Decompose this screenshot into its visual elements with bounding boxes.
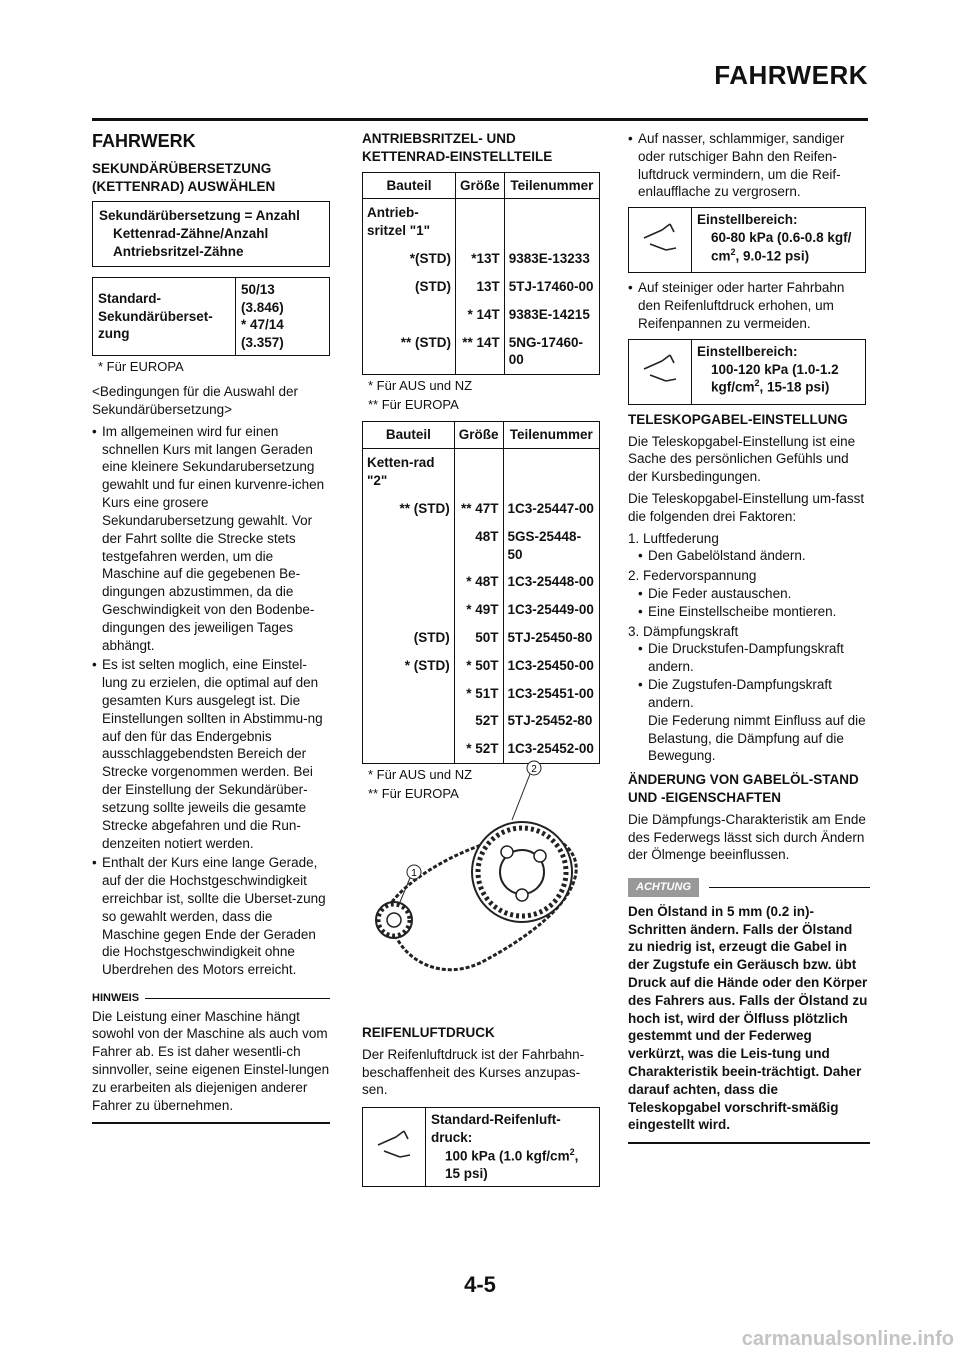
spec-value <box>697 229 860 265</box>
size-cell: ** 14T <box>455 329 504 375</box>
col-header-partnumber: Teilenummer <box>503 422 599 449</box>
ratio-label: Standard-Sekundärüberset-zung <box>93 277 236 355</box>
oil-title: ÄNDERUNG VON GABELÖL-STAND UND -EIGENSCHAFTEN <box>628 772 859 805</box>
factor-label: 2. Federvorspannung <box>628 568 757 584</box>
column-left <box>92 130 330 1124</box>
wrench-icon-cell <box>363 1108 426 1187</box>
spec-value <box>697 361 860 397</box>
diagram-svg <box>362 752 602 1002</box>
table-row <box>363 273 600 301</box>
tire-spec-value-a: 100 kPa (1.0 kgf/cm <box>445 1148 570 1164</box>
std-cell: (STD) <box>363 624 455 652</box>
fork-text-2: Die Teleskopgabel-Einstellung um-fasst die folgenden drei Faktoren: <box>628 490 865 524</box>
list-item <box>628 567 870 620</box>
formula-box <box>92 201 330 266</box>
callout-1-label: 1 <box>411 868 417 879</box>
spec-value-b: , 15-18 psi) <box>759 379 830 395</box>
size-cell <box>454 449 503 495</box>
tire-title: REIFENLUFTDRUCK <box>362 1025 495 1040</box>
partnumber-cell <box>504 199 599 245</box>
col-header-size: Größe <box>454 422 503 449</box>
factor-list <box>628 530 870 766</box>
list-item: • Es ist selten moglich, eine Einstel-lung zu erzielen, die optimal auf den gesamten Kurs ausgelegt ist. Die Einstellungen sollten in Abstimmu-ng auf den für das Endergebnis ausschlaggebendsten Bereich der Strecke vorgenommen werden. Bei der Einstellung der Sekundärüber-setzung sollte jeweils die gesamte Strecke abgefahren und die Run-denzeiten notiert werden. <box>92 656 330 852</box>
formula-cell <box>93 202 330 266</box>
size-cell: 52T <box>454 707 503 735</box>
tire-spec-value <box>431 1147 594 1183</box>
size-cell: ** 47T <box>454 495 503 523</box>
section-title: FAHRWERK <box>92 131 196 151</box>
wrench-icon-cell <box>629 208 692 273</box>
list-item <box>628 623 870 766</box>
conditions-heading: <Bedingungen für die Auswahl der Sekundärübersetzung> <box>92 384 299 418</box>
table-row <box>363 680 600 708</box>
size-cell: * 48T <box>454 568 503 596</box>
col-header-partnumber: Teilenummer <box>504 172 599 199</box>
spec-cell <box>692 339 866 404</box>
sprocket-note-1: * Für AUS und NZ <box>368 378 473 394</box>
drive-sprocket-hub <box>387 913 401 927</box>
chainwheel-table <box>362 421 600 764</box>
hub-hole <box>501 846 513 858</box>
size-cell: * 14T <box>455 301 504 329</box>
list-item: • Den Gabelölstand ändern. <box>638 547 870 565</box>
wrench-icon <box>374 1127 414 1163</box>
ratio-value-1: 50/13 <box>241 281 275 297</box>
fork-text-1: Die Teleskopgabel-Einstellung ist eine Sache des persönlichen Gefühls und der Kursbedingungen. <box>628 433 856 485</box>
wrench-icon-cell <box>629 339 692 404</box>
watermark: carmanualsonline.info <box>741 1327 954 1350</box>
table-row <box>363 707 600 735</box>
partnumber-cell: 9383E-14215 <box>504 301 599 329</box>
tire-spec-table <box>362 1107 600 1187</box>
hub-hole <box>534 850 546 862</box>
achtung-header <box>628 878 870 897</box>
std-cell: ** (STD) <box>363 495 455 523</box>
superscript: 2 <box>730 246 736 257</box>
hinweis-end-rule <box>92 1122 330 1124</box>
superscript: 2 <box>754 378 760 389</box>
part-name: Antrieb-sritzel "1" <box>363 199 456 245</box>
size-cell: 13T <box>455 273 504 301</box>
partnumber-cell <box>503 449 599 495</box>
page-number: 4-5 <box>464 1272 496 1297</box>
col-header-size: Größe <box>455 172 504 199</box>
spec-table-hard <box>628 339 866 405</box>
warning-end-rule <box>628 1142 870 1144</box>
oil-text: Die Dämpfungs-Charakteristik am Ende des Federwegs lässt sich durch Ändern der Ölmenge beeinflussen. <box>628 811 866 863</box>
std-cell <box>363 596 455 624</box>
sprocket-note-2: ** Für EUROPA <box>368 397 459 413</box>
std-cell: ** (STD) <box>363 329 456 375</box>
tire-spec-cell <box>426 1108 600 1187</box>
col-header-part: Bauteil <box>363 172 456 199</box>
std-cell: * (STD) <box>363 652 455 680</box>
partnumber-cell: 5TJ-25452-80 <box>503 707 599 735</box>
table-row <box>363 568 600 596</box>
col-header-part: Bauteil <box>363 422 455 449</box>
hinweis-header <box>92 991 330 1006</box>
size-cell <box>455 199 504 245</box>
warning-text: Den Ölstand in 5 mm (0.2 in)-Schritten ändern. Falls der Ölstand zu niedrig ist, erzeugt die Gabel in der Zugstufe ein Geräusch bzw. übt Druck auf die Hände oder den Körper des Fahrers aus. Falls der Ölstand zu hoch ist, wird der Ölfluss plötzlich gestemmt und der Federweg verkürzt, was die Leis-tung und Charakteristik beein-trächtigt. Daher darauf achten, dass die Teleskopgabel vorschrift-smäßig eingestellt wird. <box>628 903 868 1133</box>
table-row <box>363 495 600 523</box>
list-item: • Die Zugstufen-Dampfungskraft andern. <box>638 676 870 712</box>
partnumber-cell: 1C3-25450-00 <box>503 652 599 680</box>
partnumber-cell: 1C3-25449-00 <box>503 596 599 624</box>
hinweis-label: HINWEIS <box>92 992 140 1005</box>
partnumber-cell: 1C3-25447-00 <box>503 495 599 523</box>
size-cell: * 49T <box>454 596 503 624</box>
wrench-icon <box>640 220 680 256</box>
list-item <box>628 530 870 566</box>
achtung-rule <box>709 887 870 889</box>
spec-table-wet <box>628 207 866 273</box>
header-rule <box>92 118 868 121</box>
wet-bullet-list <box>628 130 870 201</box>
hinweis-rule <box>145 998 330 1000</box>
parts-title: ANTRIEBSRITZEL- UND KETTENRAD-EINSTELLTEILE <box>362 131 553 164</box>
ratio-note: * Für EUROPA <box>98 359 184 375</box>
list-item: • Die Druckstufen-Dampfungskraft andern. <box>638 640 870 676</box>
ratio-values <box>236 277 330 355</box>
spec-label: Einstellbereich: <box>697 212 798 228</box>
spec-value-a: 60-80 kPa (0.6-0.8 kgf/ cm <box>711 230 852 264</box>
spec-value-a: 100-120 kPa (1.0-1.2 kgf/cm <box>711 361 839 395</box>
subsection-title: SEKUNDÄRÜBERSETZUNG (KETTENRAD) AUSWÄHLEN <box>92 160 276 194</box>
size-cell: 48T <box>454 523 503 569</box>
size-cell: 50T <box>454 624 503 652</box>
std-cell: *(STD) <box>363 245 456 273</box>
std-cell <box>363 568 455 596</box>
hard-bullet-list <box>628 279 870 332</box>
list-item: • Die Feder austauschen. <box>638 585 870 603</box>
tire-section <box>362 1024 600 1187</box>
callout-2-label: 2 <box>531 764 537 775</box>
factor-label: 1. Luftfederung <box>628 530 719 546</box>
list-item: • Auf nasser, schlammiger, sandiger oder rutschiger Bahn den Reifen-luftdruck vermindern, um die Reif-enlaufflache zu vergrosern. <box>628 130 870 201</box>
partnumber-cell: 1C3-25452-00 <box>503 735 599 763</box>
sprocket-table <box>362 172 600 376</box>
damping-note: Die Federung nimmt Einfluss auf die Belastung, die Dämpfung auf die Bewegung. <box>648 712 866 764</box>
achtung-label: ACHTUNG <box>628 878 699 897</box>
conditions-list <box>92 423 330 979</box>
wrench-icon <box>640 351 680 387</box>
partnumber-cell: 1C3-25451-00 <box>503 680 599 708</box>
formula-line-3: Antriebsritzel-Zähne <box>113 244 244 259</box>
sprocket-chain-diagram <box>362 752 602 1002</box>
formula-line-1: Sekundärübersetzung = Anzahl <box>99 208 300 224</box>
list-item: • Eine Einstellscheibe montieren. <box>638 603 870 621</box>
partnumber-cell: 1C3-25448-00 <box>503 568 599 596</box>
partnumber-cell: 5TJ-17460-00 <box>504 273 599 301</box>
std-cell <box>363 707 455 735</box>
std-cell <box>363 523 455 569</box>
size-cell: *13T <box>455 245 504 273</box>
size-cell: * 51T <box>454 680 503 708</box>
size-cell: * 52T <box>454 735 503 763</box>
spec-cell <box>692 208 866 273</box>
table-row <box>363 245 600 273</box>
ratio-value-2: (3.846) <box>241 299 284 315</box>
fork-title: TELESKOPGABEL-EINSTELLUNG <box>628 411 848 427</box>
list-item: • Enthalt der Kurs eine lange Gerade, auf der die Hochstgeschwindigkeit erreichbar ist, sollte die Uberset-zung so gewahlt werden, dass die Maschine gegen Ende der Geraden die Hochstgeschwindigkeit ohne Uberdrehen des Motors erreicht. <box>92 854 330 979</box>
table-row <box>363 624 600 652</box>
partnumber-cell: 9383E-13233 <box>504 245 599 273</box>
chainwheel-note-2: ** Für EUROPA <box>368 786 459 802</box>
hub-hole <box>516 889 528 901</box>
tire-spec-value-b: , 15 psi) <box>445 1148 579 1182</box>
part-name: Ketten-rad "2" <box>363 449 455 495</box>
table-row <box>363 652 600 680</box>
table-row <box>363 596 600 624</box>
tire-text: Der Reifenluftdruck ist der Fahrbahn-beschaffenheit des Kurses anzupas-sen. <box>362 1046 585 1098</box>
column-middle <box>362 130 600 810</box>
hinweis-text: Die Leistung einer Maschine hängt sowohl von der Maschine als auch vom Fahrer ab. Es ist daher wesentli-ch sinnvoller, seine eigenen Einstel-lungen zu erarbeiten als diejenigen anderer Fahrer zu übernehmen. <box>92 1008 330 1113</box>
formula-line-2: Kettenrad-Zähne/Anzahl <box>113 226 269 242</box>
spec-value-b: , 9.0-12 psi) <box>735 248 810 264</box>
list-item: • Im allgemeinen wird fur einen schnellen Kurs mit langen Geraden eine kleinere Sekundarubersetzung gewahlt und fur einen kurvenre-ichen Kurs eine grosere Sekundarubersetzung gewahlt. Vor der Fahrt sollte die Strecke stets testgefahren werden, um die Maschine auf die gegebenen Be-dingungen abzustimmen, da die Geschwindigkeit von den Bodenbe-dingungen des jeweiligen Tages abhängt. <box>92 423 330 655</box>
partnumber-cell: 5GS-25448-50 <box>503 523 599 569</box>
column-right <box>628 130 870 1144</box>
partnumber-cell: 5NG-17460-00 <box>504 329 599 375</box>
ratio-value-3: * 47/14 <box>241 317 284 333</box>
ratio-table <box>92 277 330 356</box>
ratio-value-4: (3.357) <box>241 335 284 351</box>
std-cell <box>363 680 455 708</box>
chainwheel-note-1: * Für AUS und NZ <box>368 767 473 782</box>
size-cell: * 50T <box>454 652 503 680</box>
leader-line-2 <box>512 774 530 820</box>
std-cell: (STD) <box>363 273 456 301</box>
std-cell <box>363 301 456 329</box>
superscript: 2 <box>569 1146 575 1157</box>
partnumber-cell: 5TJ-25450-80 <box>503 624 599 652</box>
tire-spec-label: Standard-Reifenluft-druck: <box>431 1112 561 1146</box>
page-header-title: FAHRWERK <box>714 60 868 90</box>
spec-label: Einstellbereich: <box>697 343 798 359</box>
table-row <box>363 329 600 375</box>
factor-label: 3. Dämpfungskraft <box>628 623 739 639</box>
table-row <box>363 301 600 329</box>
table-row <box>363 523 600 569</box>
list-item: • Auf steiniger oder harter Fahrbahn den Reifenluftdruck erhohen, um Reifenpannen zu vermeiden. <box>628 279 870 332</box>
